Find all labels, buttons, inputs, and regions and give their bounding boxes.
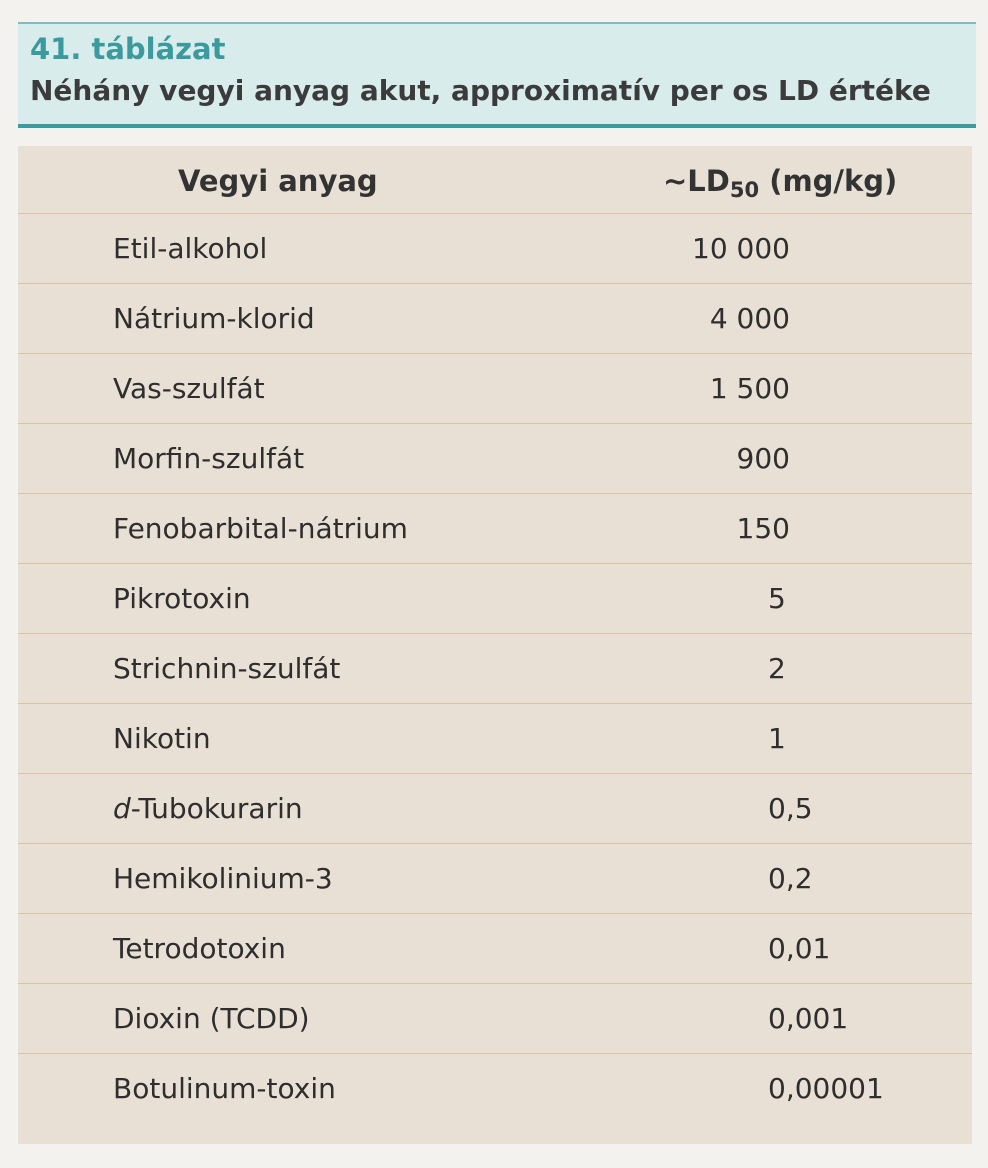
table-row xyxy=(18,984,972,1054)
table-caption xyxy=(18,22,976,128)
table-header-row xyxy=(18,146,972,214)
table-number: 41. táblázat xyxy=(30,32,226,66)
substance-name: Tetrodotoxin xyxy=(113,932,286,965)
substance-name: Pikrotoxin xyxy=(113,582,251,615)
ld50-value: 150 xyxy=(736,512,790,545)
table-row xyxy=(18,564,972,634)
table-row xyxy=(18,704,972,774)
ld50-value: 0,2 xyxy=(768,862,813,895)
column-header-ld50: $\sim LD_{50}$ (mg/kg) xyxy=(663,164,898,202)
table-row xyxy=(18,494,972,564)
table-row xyxy=(18,914,972,984)
substance-name: Strichnin-szulfát xyxy=(113,652,341,685)
substance-name: Vas-szulfát xyxy=(113,372,265,405)
ld50-value: 0,01 xyxy=(768,932,831,965)
table-row xyxy=(18,354,972,424)
ld50-value: 5 xyxy=(768,582,786,615)
substance-name: Nátrium-klorid xyxy=(113,302,315,335)
table-row xyxy=(18,634,972,704)
table-row xyxy=(18,844,972,914)
ld50-value: 10 000 xyxy=(692,232,790,265)
table-row xyxy=(18,774,972,844)
substance-name: d-Tubokurarin xyxy=(113,792,303,825)
ld50-value: 0,00001 xyxy=(768,1072,884,1105)
ld50-table xyxy=(18,146,972,1144)
ld50-value: 2 xyxy=(768,652,786,685)
substance-name: Botulinum-toxin xyxy=(113,1072,336,1105)
ld50-value: 1 xyxy=(768,722,786,755)
table-row xyxy=(18,1054,972,1124)
table-row xyxy=(18,214,972,284)
ld50-value: 0,5 xyxy=(768,792,813,825)
ld50-value: 0,001 xyxy=(768,1002,849,1035)
substance-name: Etil-alkohol xyxy=(113,232,268,265)
table-row xyxy=(18,424,972,494)
ld50-value: 1 500 xyxy=(709,372,790,405)
ld50-value: 4 000 xyxy=(709,302,790,335)
table-row xyxy=(18,284,972,354)
substance-name: Dioxin (TCDD) xyxy=(113,1002,310,1035)
substance-name: Fenobarbital-nátrium xyxy=(113,512,408,545)
substance-name: Morfin-szulfát xyxy=(113,442,305,475)
table-title: Néhány vegyi anyag akut, approximatív per os LD értéke xyxy=(30,74,931,107)
column-header-substance: Vegyi anyag xyxy=(178,164,378,198)
ld50-value: 900 xyxy=(736,442,790,475)
substance-name: Hemikolinium-3 xyxy=(113,862,333,895)
substance-name: Nikotin xyxy=(113,722,211,755)
